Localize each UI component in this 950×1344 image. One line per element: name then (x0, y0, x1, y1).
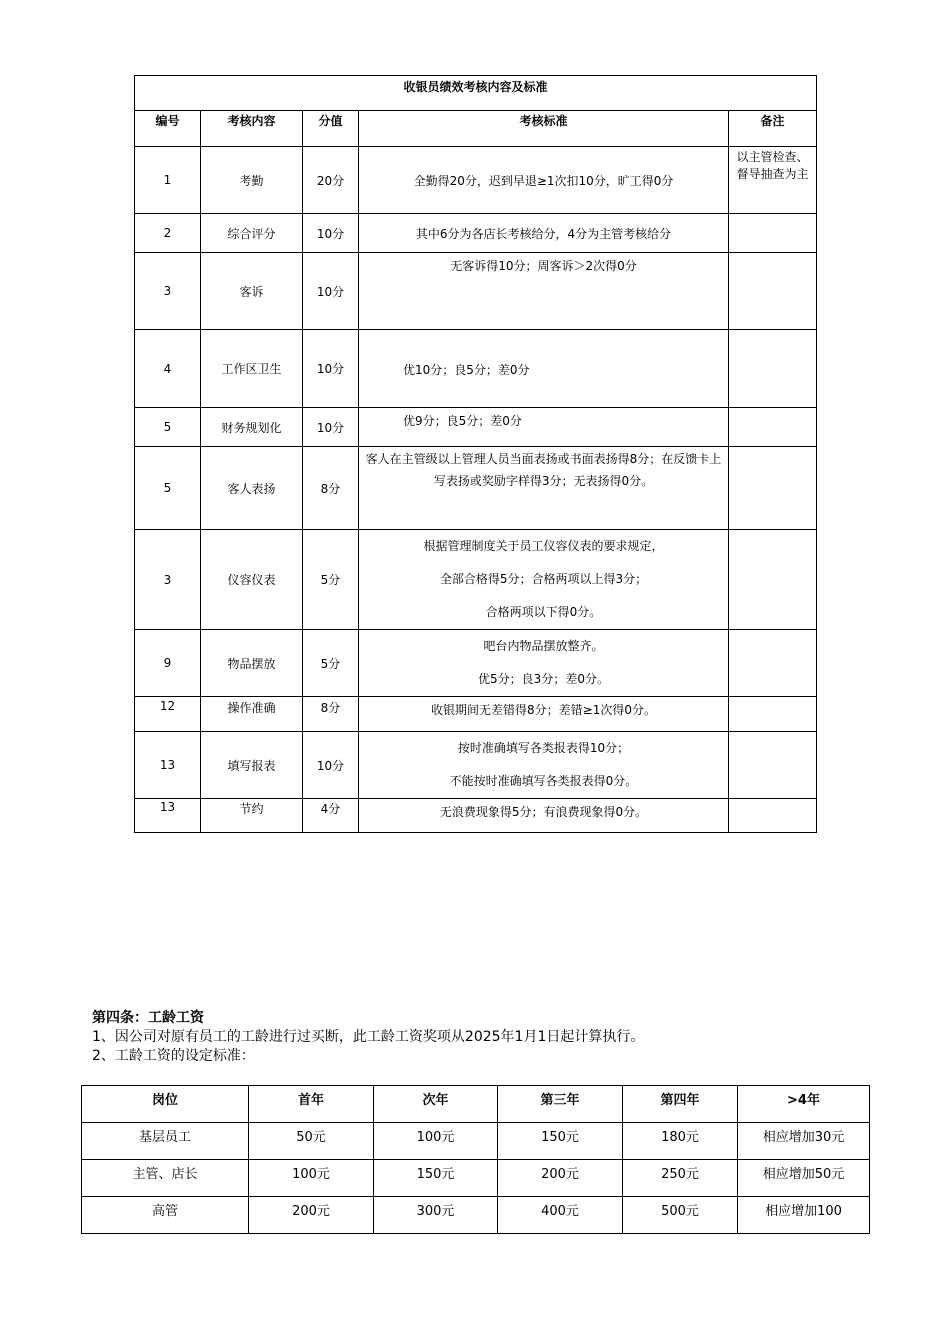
row-item: 操作准确 (201, 697, 303, 732)
row-no: 3 (135, 253, 201, 330)
table-row (135, 630, 817, 697)
row-score: 10分 (303, 408, 359, 447)
row-item: 考勤 (201, 147, 303, 214)
table-row (135, 447, 817, 530)
row-no: 13 (135, 799, 201, 833)
row-standard (359, 630, 729, 697)
row-note (729, 697, 817, 732)
cell-value: 500元 (623, 1197, 738, 1234)
row-standard (359, 697, 729, 732)
performance-table (134, 75, 817, 833)
standard-line: 全部合格得5分；合格两项以上得3分； (439, 572, 648, 586)
row-score: 10分 (303, 732, 359, 799)
standard-line: 客人在主管级以上管理人员当面表扬或书面表扬得8分；在反馈卡上写表扬或奖励字样得3分；无表扬得0分。 (365, 452, 722, 488)
row-no: 2 (135, 214, 201, 253)
cell-position: 基层员工 (82, 1123, 249, 1160)
table-row (135, 732, 817, 799)
standard-line: 优9分；良5分；差0分 (403, 414, 522, 428)
standard-line: 其中6分为各店长考核给分，4分为主管考核给分 (415, 227, 672, 241)
table-row (135, 530, 817, 630)
table-row (82, 1123, 870, 1160)
header-score: 分值 (303, 111, 359, 147)
standard-line: 优5分；良3分；差0分。 (478, 672, 609, 686)
row-score: 10分 (303, 330, 359, 408)
row-standard (359, 408, 729, 447)
row-no: 1 (135, 147, 201, 214)
wage-table-header (82, 1086, 870, 1123)
cell-value: 400元 (498, 1197, 623, 1234)
standard-line: 按时准确填写各类报表得10分； (457, 741, 630, 755)
cell-value: 250元 (623, 1160, 738, 1197)
row-standard (359, 253, 729, 330)
row-item: 仪容仪表 (201, 530, 303, 630)
cell-position: 高管 (82, 1197, 249, 1234)
row-standard (359, 214, 729, 253)
row-score: 20分 (303, 147, 359, 214)
row-standard (359, 799, 729, 833)
section-seniority-wage (92, 1009, 644, 1066)
row-standard (359, 147, 729, 214)
row-score: 5分 (303, 630, 359, 697)
row-note (729, 799, 817, 833)
row-note (729, 732, 817, 799)
row-note (729, 447, 817, 530)
row-note: 以主管检查、督导抽查为主 (729, 147, 817, 214)
performance-table-header (135, 111, 817, 147)
standard-line: 根据管理制度关于员工仪容仪表的要求规定， (423, 539, 664, 553)
row-standard (359, 732, 729, 799)
header-standard: 考核标准 (359, 111, 729, 147)
header-item: 考核内容 (201, 111, 303, 147)
standard-line: 合格两项以下得0分。 (485, 605, 602, 619)
section-line-2: 2、工龄工资的设定标准： (92, 1048, 255, 1064)
row-standard (359, 530, 729, 630)
header-no: 编号 (135, 111, 201, 147)
cell-value: 300元 (374, 1197, 498, 1234)
row-score: 8分 (303, 447, 359, 530)
table-row (135, 147, 817, 214)
header-year-3: 第三年 (498, 1086, 623, 1123)
row-note (729, 408, 817, 447)
cell-value: 相应增加100 (738, 1197, 870, 1234)
table-row (135, 214, 817, 253)
header-year-1: 首年 (249, 1086, 374, 1123)
cell-value: 150元 (498, 1123, 623, 1160)
cell-value: 50元 (249, 1123, 374, 1160)
standard-line: 收银期间无差错得8分；差错≥1次得0分。 (431, 703, 656, 717)
row-item: 综合评分 (201, 214, 303, 253)
seniority-wage-table (81, 1085, 870, 1234)
row-item: 财务规划化 (201, 408, 303, 447)
row-no: 13 (135, 732, 201, 799)
row-note (729, 253, 817, 330)
row-no: 9 (135, 630, 201, 697)
table-row (135, 408, 817, 447)
table-row (135, 330, 817, 408)
cell-value: 200元 (249, 1197, 374, 1234)
row-item: 节约 (201, 799, 303, 833)
cell-value: 相应增加30元 (738, 1123, 870, 1160)
row-no: 5 (135, 408, 201, 447)
row-no: 4 (135, 330, 201, 408)
cell-value: 150元 (374, 1160, 498, 1197)
row-score: 10分 (303, 214, 359, 253)
standard-line: 不能按时准确填写各类报表得0分。 (449, 774, 638, 788)
table-row (135, 253, 817, 330)
row-score: 4分 (303, 799, 359, 833)
standard-line: 吧台内物品摆放整齐。 (483, 639, 604, 653)
cell-position: 主管、店长 (82, 1160, 249, 1197)
row-note (729, 214, 817, 253)
row-score: 10分 (303, 253, 359, 330)
cell-value: 100元 (374, 1123, 498, 1160)
table-row (135, 799, 817, 833)
table-row (82, 1160, 870, 1197)
standard-line: 无浪费现象得5分；有浪费现象得0分。 (439, 805, 648, 819)
standard-line: 优10分；良5分；差0分 (403, 362, 530, 377)
header-position: 岗位 (82, 1086, 249, 1123)
performance-table-title: 收银员绩效考核内容及标准 (135, 76, 817, 111)
cell-value: 100元 (249, 1160, 374, 1197)
section-heading: 第四条：工龄工资 (92, 1010, 204, 1026)
row-item: 填写报表 (201, 732, 303, 799)
row-score: 5分 (303, 530, 359, 630)
row-item: 客诉 (201, 253, 303, 330)
row-score: 8分 (303, 697, 359, 732)
section-line-1: 1、因公司对原有员工的工龄进行过买断，此工龄工资奖项从2025年1月1日起计算执行。 (92, 1029, 645, 1045)
row-no: 5 (135, 447, 201, 530)
cell-value: 180元 (623, 1123, 738, 1160)
header-year-2: 次年 (374, 1086, 498, 1123)
row-note (729, 530, 817, 630)
header-year-over-4: >4年 (738, 1086, 870, 1123)
table-row (135, 697, 817, 732)
row-note (729, 330, 817, 408)
table-row (82, 1197, 870, 1234)
row-no: 12 (135, 697, 201, 732)
cell-value: 相应增加50元 (738, 1160, 870, 1197)
standard-line: 全勤得20分，迟到早退≥1次扣10分，旷工得0分 (413, 174, 674, 188)
row-note (729, 630, 817, 697)
row-no: 3 (135, 530, 201, 630)
row-item: 物品摆放 (201, 630, 303, 697)
row-item: 工作区卫生 (201, 330, 303, 408)
cell-value: 200元 (498, 1160, 623, 1197)
row-item: 客人表扬 (201, 447, 303, 530)
row-standard (359, 447, 729, 530)
row-standard (359, 330, 729, 408)
header-year-4: 第四年 (623, 1086, 738, 1123)
header-note: 备注 (729, 111, 817, 147)
standard-line: 无客诉得10分；周客诉＞2次得0分 (450, 259, 637, 273)
